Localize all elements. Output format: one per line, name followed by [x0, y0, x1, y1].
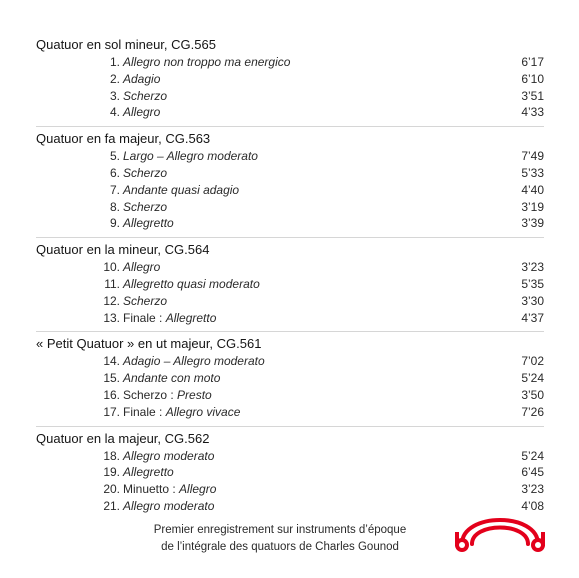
logo-right-stem	[541, 532, 545, 546]
track-number: 3.	[109, 88, 120, 103]
track-duration: 3’50	[521, 387, 544, 402]
track-row	[36, 182, 544, 199]
track-title-part: Largo – Allegro moderato	[123, 149, 258, 164]
track-number: 4.	[109, 105, 120, 120]
track-title-part: Andante con moto	[123, 371, 221, 386]
track-duration: 4’08	[521, 498, 544, 513]
track-title-part: Adagio	[123, 71, 161, 86]
work-title: « Petit Quatuor » en ut majeur, CG.561	[36, 336, 262, 352]
track-title-part: Allegro non troppo ma energico	[123, 55, 291, 69]
logo-right-hole	[535, 542, 541, 548]
track-number: 6.	[109, 165, 120, 180]
work-title: Quatuor en sol mineur, CG.565	[36, 37, 216, 52]
track-number: 17.	[103, 404, 120, 419]
track-row	[36, 353, 544, 370]
track-title	[123, 310, 216, 327]
track-duration: 6’17	[521, 55, 544, 69]
footer-line-2: de l’intégrale des quatuors de Charles Gounod	[161, 541, 399, 553]
track-title-part: Finale :	[123, 404, 166, 419]
track-title-part: Scherzo :	[123, 387, 178, 402]
track-duration: 3’19	[521, 199, 544, 214]
track-title-part: Allegro	[123, 105, 161, 120]
track-title-part: Allegro moderato	[123, 498, 215, 513]
tracklist	[36, 37, 544, 520]
track-title-part: Scherzo	[123, 88, 168, 103]
track-title	[123, 293, 167, 310]
track-number: 14.	[103, 354, 120, 369]
logo-left-stem	[455, 532, 459, 546]
track-duration: 7’49	[521, 149, 544, 164]
track-title-part: Allegro	[179, 482, 217, 497]
track-duration: 5’24	[521, 448, 544, 463]
track-title-part: Adagio – Allegro moderato	[123, 354, 265, 369]
track-row	[36, 498, 544, 515]
track-title	[123, 498, 214, 515]
track-duration: 5’24	[521, 371, 544, 386]
track-title-part: Allegro moderato	[123, 448, 215, 463]
track-title	[123, 481, 216, 498]
track-duration: 5’33	[521, 165, 544, 180]
track-row	[36, 54, 544, 71]
track-title	[123, 387, 212, 404]
track-duration: 6’10	[521, 71, 544, 86]
track-number: 15.	[103, 371, 120, 386]
track-number: 13.	[103, 310, 120, 325]
track-title-part: Allegretto	[123, 216, 174, 231]
work-section	[36, 336, 544, 420]
track-number: 1.	[109, 55, 120, 69]
track-duration: 3’23	[521, 260, 544, 275]
track-title	[123, 165, 167, 182]
track-title	[123, 71, 160, 88]
track-duration: 4’37	[521, 310, 544, 325]
track-title	[123, 464, 174, 481]
track-title-part: Finale :	[123, 310, 166, 325]
section-divider	[36, 331, 544, 332]
track-title-part: Presto	[177, 387, 212, 402]
track-title-part: Andante quasi adagio	[123, 182, 240, 197]
track-duration: 7’02	[521, 354, 544, 369]
track-number: 16.	[103, 387, 120, 402]
track-title-part: Scherzo	[123, 293, 168, 308]
logo-left-hole	[459, 542, 465, 548]
track-title	[123, 199, 167, 216]
footer-note	[130, 522, 430, 556]
track-title	[123, 182, 239, 199]
track-row	[36, 259, 544, 276]
track-row	[36, 370, 544, 387]
track-number: 11.	[104, 276, 120, 291]
track-row	[36, 481, 544, 498]
track-duration: 6’45	[521, 465, 544, 480]
track-number: 2.	[109, 71, 120, 86]
track-number: 10.	[103, 260, 120, 275]
track-row	[36, 276, 544, 293]
track-title	[123, 404, 240, 421]
track-row	[36, 448, 544, 465]
work-title: Quatuor en fa majeur, CG.563	[36, 131, 211, 147]
track-title-part: Allegretto quasi moderato	[123, 276, 260, 291]
track-row	[36, 464, 544, 481]
track-duration: 5’35	[521, 276, 544, 291]
work-section	[36, 431, 544, 515]
headphones-logo-icon	[452, 514, 548, 554]
track-row	[36, 387, 544, 404]
track-number: 19.	[103, 465, 120, 480]
track-title	[123, 370, 220, 387]
track-title-part: Allegro	[123, 260, 161, 275]
track-title-part: Allegretto	[123, 465, 174, 480]
track-number: 12.	[103, 293, 120, 308]
track-duration: 3’30	[521, 293, 544, 308]
track-duration: 4’40	[521, 182, 544, 197]
track-title	[123, 88, 167, 105]
footer-line-1: Premier enregistrement sur instruments d’époque	[153, 524, 407, 536]
work-section	[36, 37, 544, 121]
track-number: 21.	[103, 498, 120, 513]
track-title	[123, 215, 174, 232]
track-number: 18.	[103, 448, 120, 463]
track-title	[123, 148, 258, 165]
track-row	[36, 199, 544, 216]
track-duration: 3’39	[521, 216, 544, 231]
track-row	[36, 104, 544, 121]
track-number: 5.	[109, 149, 120, 164]
section-divider	[36, 426, 544, 427]
track-row	[36, 404, 544, 421]
work-section	[36, 131, 544, 232]
track-number: 8.	[109, 199, 120, 214]
track-duration: 3’23	[521, 482, 544, 497]
track-title	[123, 104, 160, 121]
track-number: 9.	[109, 216, 120, 231]
track-row	[36, 71, 544, 88]
track-duration: 7’26	[521, 404, 544, 419]
track-title	[123, 448, 214, 465]
track-row	[36, 310, 544, 327]
track-row	[36, 293, 544, 310]
track-title-part: Allegretto	[165, 310, 217, 325]
section-divider	[36, 237, 544, 238]
track-row	[36, 148, 544, 165]
track-duration: 3’51	[521, 88, 544, 103]
track-title-part: Minuetto :	[123, 482, 180, 497]
track-title-part: Scherzo	[123, 165, 168, 180]
work-section	[36, 242, 544, 326]
track-title-part: Allegro vivace	[165, 404, 241, 419]
track-title	[123, 353, 265, 370]
track-title	[123, 276, 260, 293]
work-title: Quatuor en la mineur, CG.564	[36, 242, 210, 258]
track-title-part: Scherzo	[123, 199, 168, 214]
track-number: 7.	[109, 182, 120, 197]
track-row	[36, 165, 544, 182]
logo-band-inner	[472, 528, 528, 545]
track-title	[123, 259, 160, 276]
track-title	[123, 54, 290, 71]
work-title: Quatuor en la majeur, CG.562	[36, 430, 210, 446]
track-number: 20.	[103, 482, 120, 497]
track-row	[36, 88, 544, 105]
track-row	[36, 215, 544, 232]
track-duration: 4’33	[521, 105, 544, 120]
section-divider	[36, 126, 544, 127]
